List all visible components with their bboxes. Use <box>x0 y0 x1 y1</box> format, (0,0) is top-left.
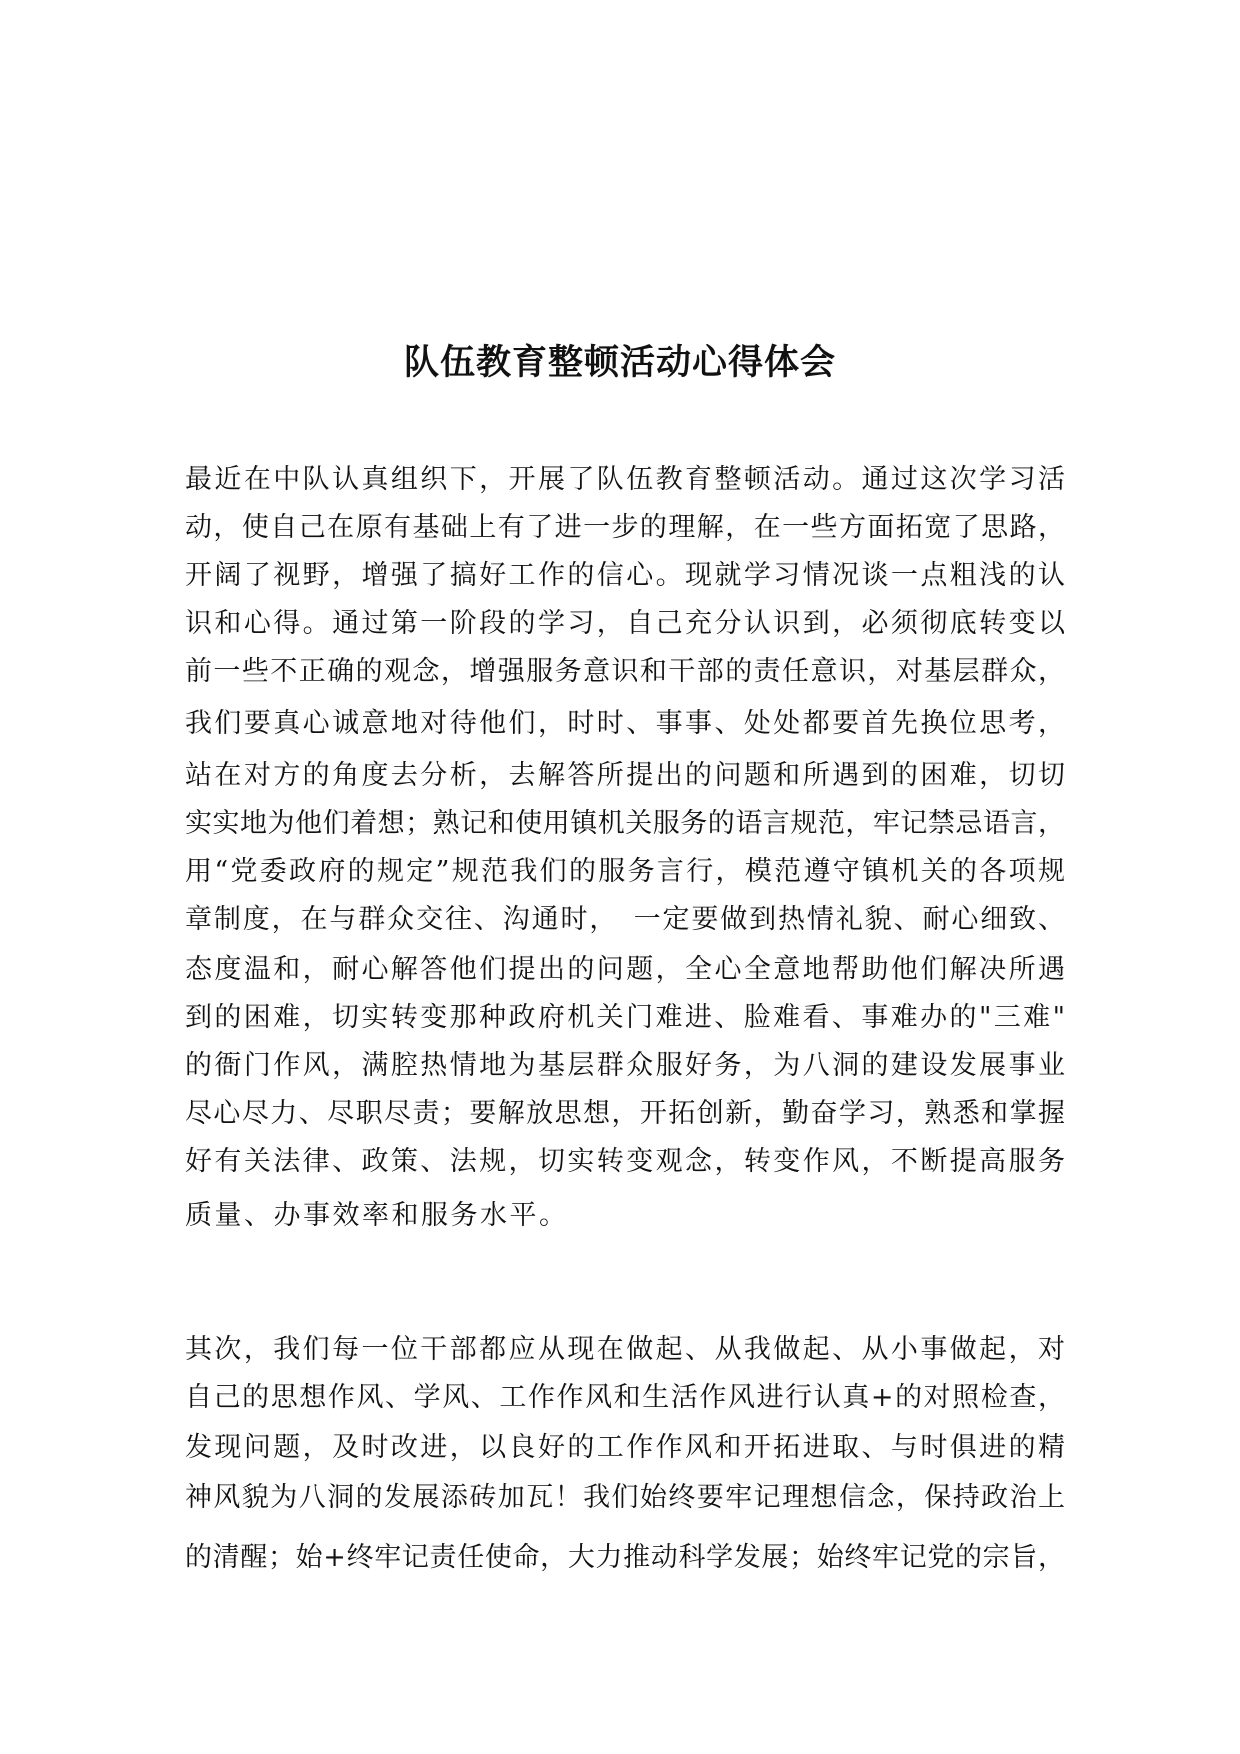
paragraph-1-line-3: 开阔了视野，增强了搞好工作的信心。现就学习情况谈一点粗浅的认 <box>185 560 1065 591</box>
document-title: 队伍教育整顿活动心得体会 <box>403 342 836 383</box>
paragraph-2-line-2: 自己的思想作风、学风、工作作风和生活作风进行认真+的对照检查， <box>185 1382 1065 1413</box>
paragraph-1-line-15: 好有关法律、政策、法规，切实转变观念，转变作风，不断提高服务 <box>185 1146 1065 1177</box>
paragraph-1-line-1: 最近在中队认真组织下，开展了队伍教育整顿活动。通过这次学习活 <box>185 464 1065 495</box>
paragraph-1-line-2: 动，使自己在原有基础上有了进一步的理解，在一些方面拓宽了思路， <box>185 512 1065 543</box>
paragraph-1-line-12: 到的困难，切实转变那种政府机关门难进、脸难看、事难办的"三难" <box>185 1002 1065 1033</box>
paragraph-1-line-6: 我们要真心诚意地对待他们，时时、事事、处处都要首先换位思考， <box>185 708 1065 739</box>
paragraph-2-line-1: 其次，我们每一位干部都应从现在做起、从我做起、从小事做起，对 <box>185 1334 1065 1365</box>
paragraph-1-line-9: 用“党委政府的规定”规范我们的服务言行，模范遵守镇机关的各项规 <box>185 856 1065 887</box>
paragraph-2-line-5: 的清醒；始+终牢记责任使命，大力推动科学发展；始终牢记党的宗旨， <box>185 1542 1065 1573</box>
paragraph-1-line-10: 章制度，在与群众交往、沟通时， 一定要做到热情礼貌、耐心细致、 <box>185 904 1065 935</box>
paragraph-2-line-3: 发现问题，及时改进，以良好的工作作风和开拓进取、与时俱进的精 <box>185 1432 1065 1463</box>
paragraph-2-line-4: 神风貌为八洞的发展添砖加瓦！我们始终要牢记理想信念，保持政治上 <box>185 1482 1065 1513</box>
paragraph-1-line-4: 识和心得。通过第一阶段的学习，自己充分认识到，必须彻底转变以 <box>185 608 1065 639</box>
paragraph-1-line-14: 尽心尽力、尽职尽责；要解放思想，开拓创新，勤奋学习，熟悉和掌握 <box>185 1098 1065 1129</box>
paragraph-1-line-16: 质量、办事效率和服务水平。 <box>185 1200 569 1231</box>
paragraph-1-line-11: 态度温和，耐心解答他们提出的问题，全心全意地帮助他们解决所遇 <box>185 954 1065 985</box>
paragraph-1-line-7: 站在对方的角度去分析，去解答所提出的问题和所遇到的困难，切切 <box>185 760 1065 791</box>
paragraph-1-line-13: 的衙门作风，满腔热情地为基层群众服好务，为八洞的建设发展事业 <box>185 1050 1065 1081</box>
paragraph-1-line-5: 前一些不正确的观念，增强服务意识和干部的责任意识，对基层群众， <box>185 656 1065 687</box>
paragraph-1-line-8: 实实地为他们着想；熟记和使用镇机关服务的语言规范，牢记禁忌语言， <box>185 808 1065 839</box>
